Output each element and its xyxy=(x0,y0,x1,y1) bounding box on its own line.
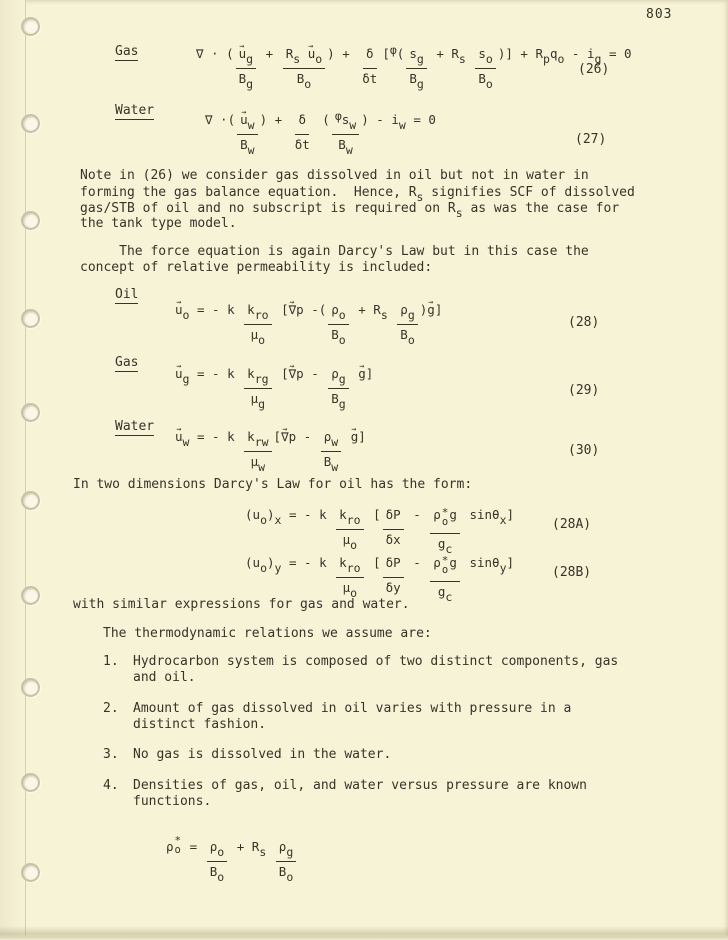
equation-28-oil-darcy: u → o = - k $\frac{\text{kro}}{\mu o}$ [ ∇ → p -( $\frac{\rho o}{Bo}$ + R s $\frac{\rho g}{Bo}$ ) g → ] xyxy=(175,303,442,342)
equation-number-28a: (28A) xyxy=(552,517,592,532)
list-item-3 xyxy=(103,747,391,763)
list-item-line: Densities of gas, oil, and water versus pressure are known xyxy=(133,778,587,793)
paragraph-line: The force equation is again Darcy's Law but in this case the xyxy=(80,244,589,259)
equation-label-water-2: Water xyxy=(115,419,155,434)
math-fraction: $\frac{\delta}{\delta t}$ xyxy=(294,112,310,152)
math-sup-sub-stack: * o xyxy=(174,834,182,856)
equation-label-water: Water xyxy=(115,103,155,118)
vector-arrow-over-symbol: u → xyxy=(240,113,248,127)
math-sup-sub-stack: * o xyxy=(441,506,449,528)
math-fraction: $\frac{\text{kro}}{\mu o}$ xyxy=(336,508,363,547)
math-fraction: $\frac{u \to w}{Bw}$ xyxy=(237,113,257,152)
vector-arrow-over-symbol: g → xyxy=(427,303,435,317)
punch-hole xyxy=(21,773,40,792)
math-fraction: $\frac{\rho w}{Bw}$ xyxy=(321,430,341,469)
punch-hole xyxy=(21,17,40,36)
equation-label-gas: Gas xyxy=(115,44,139,59)
paragraph-force xyxy=(80,244,589,276)
list-item-line: distinct fashion. xyxy=(133,717,267,732)
list-item-line: Hydrocarbon system is composed of two distinct components, gas xyxy=(133,654,619,669)
math-fraction: $\frac{\delta P}{\delta x}$ xyxy=(383,508,404,547)
list-item-4 xyxy=(103,778,587,810)
math-fraction: $\frac{\delta}{\delta t}$ xyxy=(362,46,378,86)
punch-hole xyxy=(21,863,40,882)
vector-arrow-over-symbol: g → xyxy=(358,367,366,381)
list-item-line: Amount of gas dissolved in oil varies with pressure in a xyxy=(133,701,572,716)
math-fraction: $\frac{\text{kro}}{\mu o}$ xyxy=(244,303,271,342)
list-item-line: No gas is dissolved in the water. xyxy=(133,747,392,762)
math-fraction: $\frac{\rho g}{Bo}$ xyxy=(276,840,296,879)
math-fraction: $\frac{\rho o}{Bo}$ xyxy=(328,303,348,342)
math-fraction: $\frac{\rho g}{Bg}$ xyxy=(328,367,348,406)
vector-arrow-over-symbol: ∇ → xyxy=(289,303,297,317)
math-fraction: $\frac{\text{krw}}{\mu w}$ xyxy=(244,430,271,469)
punch-hole xyxy=(21,114,40,133)
paragraph-line: the tank type model. xyxy=(80,216,237,231)
math-fraction: ρ * o g gc xyxy=(430,556,460,599)
math-fraction: $\frac{\text{krg}}{\mu g}$ xyxy=(244,367,271,406)
list-item-line: and oil. xyxy=(133,670,196,685)
math-fraction: $\frac{\rho g}{Bo}$ xyxy=(397,303,417,342)
punch-hole xyxy=(21,309,40,328)
math-fraction: $\frac{\text{kro}}{\mu o}$ xyxy=(336,556,363,595)
list-item-2 xyxy=(103,701,571,733)
punch-hole xyxy=(21,586,40,605)
punch-hole xyxy=(21,678,40,697)
math-fraction: $\frac{sg}{Bg}$ xyxy=(406,47,426,86)
equation-number-26: (26) xyxy=(578,62,610,77)
equation-28a-oil-x: (u o ) x = - k $\frac{\text{kro}}{\mu o}$ [ $\frac{\delta P}{\delta x}$ - ρ * o g gc sinθ x ] xyxy=(245,506,515,556)
list-item-number: 3. xyxy=(103,747,119,762)
vector-arrow-over-symbol: u → xyxy=(175,303,183,317)
equation-number-29: (29) xyxy=(568,383,600,398)
punch-hole xyxy=(21,491,40,510)
equation-label-gas-2: Gas xyxy=(115,355,139,370)
math-fraction: $\frac{\text{Rs u →o}}{Bo}$ xyxy=(283,47,325,86)
equation-29-gas-darcy: u → g = - k $\frac{\text{krg}}{\mu g}$ [ ∇ → p - $\frac{\rho g}{Bg}$ g → ] xyxy=(175,367,373,406)
math-fraction: $\frac{\rho o}{Bo}$ xyxy=(207,840,227,879)
math-fraction: $\frac{so}{Bo}$ xyxy=(475,47,495,86)
equation-number-27: (27) xyxy=(575,132,607,147)
math-fraction: ρ * o g gc xyxy=(430,508,460,551)
vector-arrow-over-symbol: ∇ → xyxy=(289,367,297,381)
line-thermo-intro: The thermodynamic relations we assume are: xyxy=(103,626,432,641)
equation-30-water-darcy: u → w = - k $\frac{\text{krw}}{\mu w}$ [ ∇ → p - $\frac{\rho w}{Bw}$ g → ] xyxy=(175,430,366,469)
line-similar-expressions: with similar expressions for gas and water. xyxy=(73,597,410,612)
equation-number-28b: (28B) xyxy=(552,565,592,580)
equation-27-water-balance: ∇ ·( $\frac{u \to w}{Bw}$ ) + $\frac{\delta}{\delta t}$ ( $\frac{\text{φsw}}{Bw}$ ) - i w = 0 xyxy=(205,113,436,152)
equation-26-gas-balance: ∇ · ( $\frac{u \to g}{Bg}$ + $\frac{\text{Rs u →o}}{Bo}$ ) + $\frac{\delta}{\delta t}$ [ φ ( $\frac{sg}{Bg}$ + R s $\frac{so}{Bo}$ )] + R p q o - i g = 0 xyxy=(196,47,632,86)
page-bottom-shadow xyxy=(0,926,728,940)
list-item-number: 2. xyxy=(103,701,119,716)
math-fraction: $\frac{\delta P}{\delta y}$ xyxy=(383,556,404,595)
paragraph-line: forming the gas balance equation. Hence, Rs signifies SCF of dissolved xyxy=(80,185,635,204)
paragraph-line: gas/STB of oil and no subscript is required on Rs as was the case for xyxy=(80,201,620,220)
punch-hole xyxy=(21,403,40,422)
equation-number-28: (28) xyxy=(568,315,600,330)
vector-arrow-over-symbol: u → xyxy=(239,47,247,61)
equation-label-oil: Oil xyxy=(115,287,139,302)
equation-rho-star-definition: ρ * o = $\frac{\rho o}{Bo}$ + R s $\frac{\rho g}{Bo}$ xyxy=(166,840,298,879)
paragraph-line: Note in (26) we consider gas dissolved in oil but not in water in xyxy=(80,168,589,183)
vector-arrow-over-symbol: g → xyxy=(351,430,359,444)
list-item-number: 1. xyxy=(103,654,119,669)
math-sup-sub-stack: * o xyxy=(441,554,449,576)
math-fraction: $\frac{\text{φsw}}{Bw}$ xyxy=(332,113,359,152)
equation-number-30: (30) xyxy=(568,443,600,458)
punch-hole xyxy=(21,211,40,230)
paragraph-note xyxy=(80,168,635,232)
page-left-edge xyxy=(0,0,26,940)
list-item-line: functions. xyxy=(133,794,212,809)
line-two-dimensions: In two dimensions Darcy's Law for oil has the form: xyxy=(73,477,473,492)
math-fraction: $\frac{u \to g}{Bg}$ xyxy=(236,47,256,86)
vector-arrow-over-symbol: ∇ → xyxy=(281,430,289,444)
vector-arrow-over-symbol: u → xyxy=(175,430,183,444)
equation-28b-oil-y: (u o ) y = - k $\frac{\text{kro}}{\mu o}$ [ $\frac{\delta P}{\delta y}$ - ρ * o g gc sinθ y ] xyxy=(245,554,515,604)
list-item-number: 4. xyxy=(103,778,119,793)
list-item-1 xyxy=(103,654,618,686)
page-number: 803 xyxy=(646,7,673,22)
vector-arrow-over-symbol: u → xyxy=(308,47,316,61)
paragraph-line: concept of relative permeability is included: xyxy=(80,260,433,275)
vector-arrow-over-symbol: u → xyxy=(175,367,183,381)
